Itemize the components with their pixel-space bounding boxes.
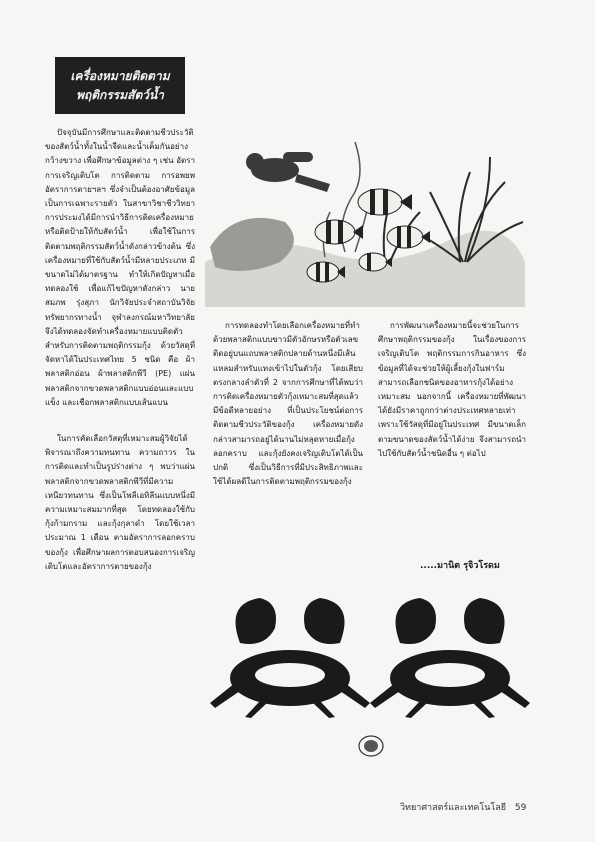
magazine-name: วิทยาศาสตร์และเทคโนโลยี xyxy=(400,803,507,813)
paragraph: การทดลองทำโดยเลือกเครื่องหมายที่ทำด้วยพลาสติกแบบขาวมีตัวอักษรหรือตัวเลขติดอยู่บนแถบพลาสติกปลายด้านหนึ่งมีเส้นแหลมสำหรับแทงเข้าไปในตัวกุ้ง โดยเสียบตรงกลางลำตัวที่ 2 จากการศึกษาที่ได้พบว่า การติดเครื่องหมายตัวกุ้งเหมาะสมที่สุดแล้วมีข้อดีหลายอย่าง ที่เป็นประโยชน์ต่อการติดตามชีวประวัติของกุ้ง เครื่องหมายดังกล่าวสามารถอยู่ได้นานไม่หลุดหายเมื่อกุ้งลอกคราบ และกุ้งยังคงเจริญเติบโตได้เป็นปกติ ซึ่งเป็นวิธีการที่มีประสิทธิภาพและใช้ได้ผลดีในการติดตามพฤติกรรมของกุ้ง xyxy=(213,321,363,487)
emblem-seal xyxy=(358,735,384,757)
paragraph: ในการคัดเลือกวัสดุที่เหมาะสมผู้วิจัยได้พิจารณาถึงความทนทาน ความถาวร ในการติดและทำเป็นรูปร่างต่าง ๆ พบว่าแผ่นพลาสติกจากขวดพลาสติกพีวีที่มีความเหนียวทนทาน ซึ่งเป็นโพลีเอทิลีนแบบหนึ่งมีความเหมาะสมมากที่สุด โดยทดลองใช้กับกุ้งก้ามกราม และกุ้งกุลาดำ โดยใช้เวลาประมาณ 1 เดือน ตามอัตราการลอกคราบของกุ้ง เพื่อศึกษาผลการตอบสนองการเจริญเติบโตและอัตราการตายของกุ้ง xyxy=(45,434,195,571)
paragraph: ปัจจุบันมีการศึกษาและติดตามชีวประวัติของสัตว์น้ำทั้งในน้ำจืดและน้ำเค็มกันอย่างกว้างขวาง เพื่อศึกษาข้อมูลต่าง ๆ เช่น อัตราการเจริญเติบโต การติดตาม การอพยพ อัตราการตายฯลฯ ซึ่งจำเป็นต้องอาศัยข้อมูลเป็นการเฉพาะรายตัว ในสาขาวิชาชีววิทยาการประมงได้มีการนำวิธีการติดเครื่องหมายหรือติดป้ายให้กับสัตว์น้ำ เพื่อใช้ในการติดตามพฤติกรรมสัตว์น้ำดังกล่าวข้างต้น ซึ่งเครื่องหมายที่ใช้กับสัตว์น้ำมีหลายประเภท มีขนาดไม่ได้มาตรฐาน ทำให้เกิดปัญหาเมื่อทดลองใช้ เพื่อแก้ไขปัญหาดังกล่าว นายสมภพ รุ่งสุภา นักวิจัยประจำสถาบันวิจัยทรัพยากรทางน้ำ จุฬาลงกรณ์มหาวิทยาลัย จึงได้ทดลองจัดทำเครื่องหมายแบบติดตัวสำหรับการติดตามพฤติกรรมกุ้ง ด้วยวัสดุที่จัดหาได้ในประเทศไทย 5 ชนิด คือ ผ้าพลาสติกอ่อน ผ้าพลาสติกพีวี (PE) แผ่นพลาสติกจากขวดพลาสติกแบบอ่อนและแบบแข็ง และเชือกพลาสติกแบบเส้นแบน xyxy=(45,128,195,407)
article-title-box xyxy=(55,57,185,114)
crab-illustration xyxy=(205,583,535,718)
author-byline: .....มานิต รุจิวโรดม xyxy=(420,561,500,571)
crab-right xyxy=(370,598,530,718)
text-column-3 xyxy=(378,319,526,461)
text-column-2 xyxy=(213,319,363,489)
text-column-1 xyxy=(45,126,195,574)
page-number: 59 xyxy=(514,803,527,813)
crab-left xyxy=(210,598,370,718)
page-footer xyxy=(400,800,532,814)
article-title-line2: พฤติกรรมสัตว์น้ำ xyxy=(76,87,164,102)
paragraph: การพัฒนาเครื่องหมายนี้จะช่วยในการศึกษาพฤติกรรมของกุ้ง ในเรื่องของการเจริญเติบโต พฤติกรรมการกินอาหาร ซึ่งข้อมูลที่ได้จะช่วยให้ผู้เลี้ยงกุ้งในฟาร์มสามารถเลือกชนิดของอาหารกุ้งได้อย่างเหมาะสม นอกจากนี้ เครื่องหมายที่พัฒนาได้ยังมีราคาถูกกว่าต่างประเทศหลายเท่า เพราะใช้วัสดุที่มีอยู่ในประเทศ มีขนาดเล็กตามขนาดของสัตว์น้ำได้ง่าย จึงสามารถนำไปใช้กับสัตว์น้ำชนิดอื่น ๆ ต่อไป xyxy=(378,321,526,458)
reef-illustration xyxy=(205,112,525,307)
article-title-line1: เครื่องหมายติดตาม xyxy=(70,68,170,83)
